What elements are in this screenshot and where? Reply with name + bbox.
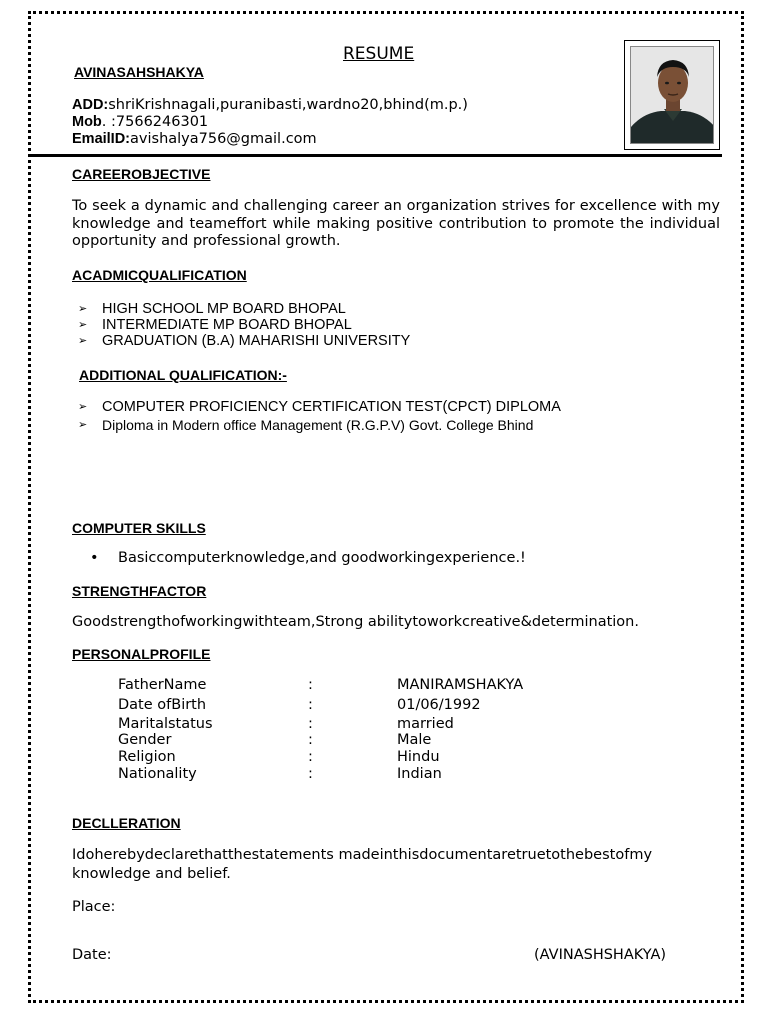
list-item: ➢ COMPUTER PROFICIENCY CERTIFICATION TEST(CPCT) DIPLOMA [78,399,561,415]
mobile-separator: . : [101,114,116,130]
declaration-text-line1: Idoherebydeclarethatthestatements madeinthisdocumentaretruetothebestofmy [72,847,653,863]
profile-photo [630,46,714,144]
email-value: avishalya756@gmail.com [130,131,317,147]
signature-name: (AVINASHSHAKYA) [534,947,667,963]
computer-skills-heading: COMPUTER SKILLS [72,520,206,536]
career-objective-text: To seek a dynamic and challenging career an organization strives for excellence with my knowledge and teameffort while making positive contribution to promote the individual opportunity and professional growth. [72,198,720,249]
profile-row-nationality: Nationality : Indian [118,766,442,782]
profile-row-religion: Religion : Hindu [118,749,440,765]
additional-qualification-heading: ADDITIONAL QUALIFICATION:- [79,367,287,383]
place-label: Place: [72,899,116,915]
profile-row-marital: Maritalstatus : married [118,716,454,732]
arrow-bullet-icon: ➢ [78,419,88,431]
arrow-bullet-icon: ➢ [78,335,88,347]
strength-heading: STRENGTHFACTOR [72,583,207,599]
list-item: ➢ Diploma in Modern office Management (R.G.P.V) Govt. College Bhind [78,417,534,433]
mobile-label: Mob [72,114,102,130]
mobile-line [72,114,208,130]
profile-row-gender: Gender : Male [118,732,432,748]
declaration-heading: DECLLERATION [72,815,181,831]
profile-photo-graphic [631,47,714,144]
list-item: ➢ HIGH SCHOOL MP BOARD BHOPAL [78,301,346,317]
list-item: ➢ GRADUATION (B.A) MAHARISHI UNIVERSITY [78,333,411,349]
additional-list [72,399,561,433]
mobile-value: 7566246301 [115,114,209,130]
address-line [72,97,468,113]
arrow-bullet-icon: ➢ [78,319,88,331]
arrow-bullet-icon: ➢ [78,303,88,315]
personal-profile-heading: PERSONALPROFILE [72,646,211,662]
applicant-name: AVINASAHSHAKYA [74,64,204,80]
academic-heading: ACADMICQUALIFICATION [72,267,247,283]
date-label: Date: [72,947,112,963]
strength-text: Goodstrengthofworkingwithteam,Strong abilitytoworkcreative&determination. [72,614,639,630]
header-divider [31,154,722,157]
resume-title: RESUME [343,44,415,64]
declaration-text-line2: knowledge and belief. [72,866,231,882]
list-item: ➢ INTERMEDIATE MP BOARD BHOPAL [78,317,352,333]
address-value: shriKrishnagali,puranibasti,wardno20,bhind(m.p.) [108,97,468,113]
profile-row-father: FatherName : MANIRAMSHAKYA [118,677,524,693]
profile-row-dob: Date ofBirth : 01/06/1992 [118,697,481,713]
arrow-bullet-icon: ➢ [78,401,88,413]
career-objective-heading: CAREEROBJECTIVE [72,166,211,182]
email-label: EmailID: [72,131,131,147]
academic-list [72,301,410,349]
email-line [72,131,317,147]
address-label: ADD: [72,97,109,113]
dot-bullet-icon: • [90,550,99,566]
photo-frame [624,40,720,150]
